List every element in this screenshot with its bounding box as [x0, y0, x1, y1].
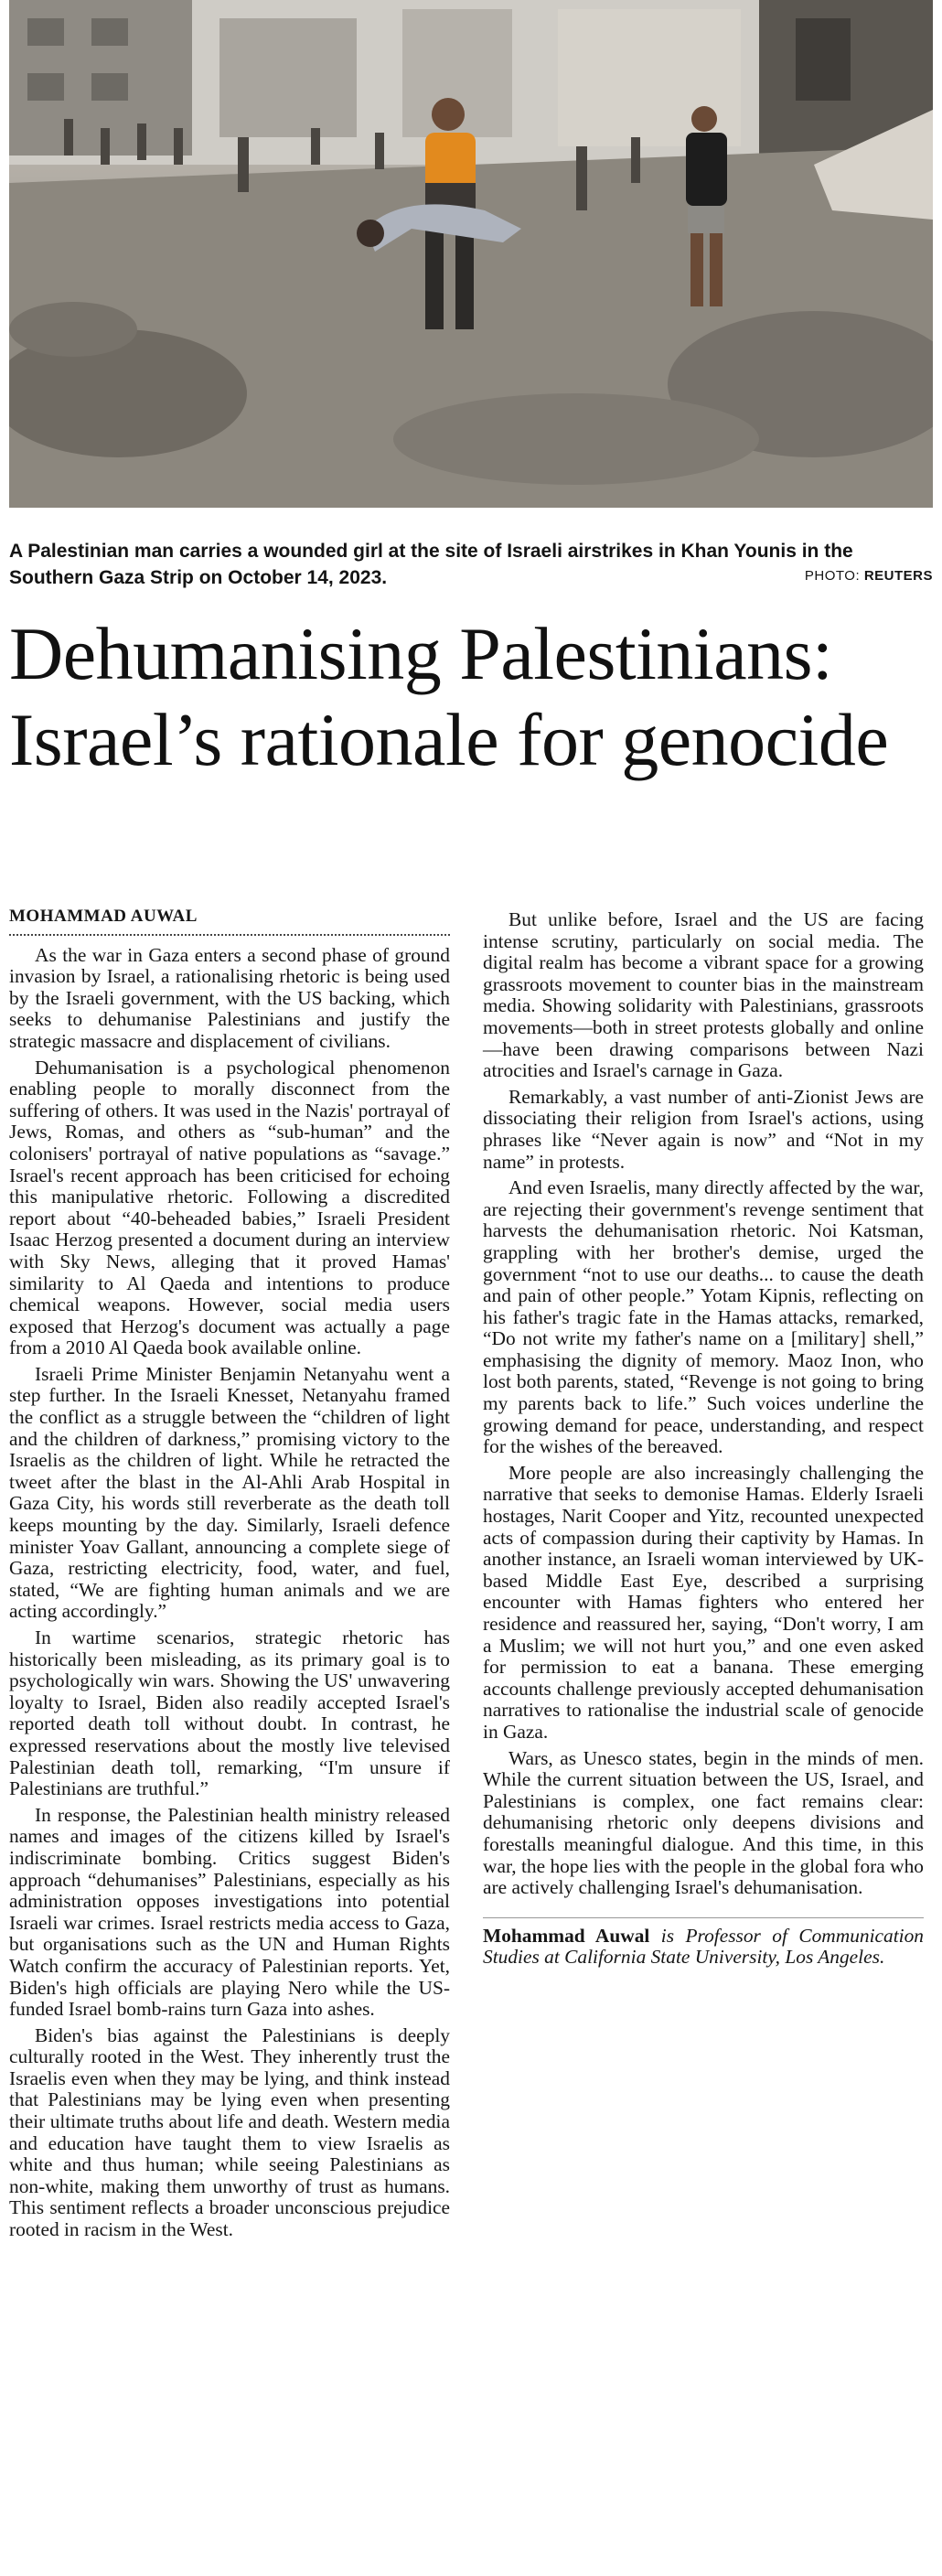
paragraph-10: More people are also increasingly challenging the narrative that seeks to demonise Hamas. Elderly Israeli hostages, Narit Cooper and Yitz, recounted unexpected acts of compassion during their captivity by Hamas. In another instance, an Israeli woman interviewed by UK-based Middle East Eye, described a surprising encounter with Hamas fighters who entered her residence and reassured her, saying, “Don't worry, I am a Muslim; we will not hurt you,” and one even asked for permission to eat a banana. These emerging accounts challenge previously accepted dehumanisation narratives to rationalise the industrial scale of genocide in Gaza. — [483, 1461, 924, 1743]
photo-caption — [9, 538, 933, 591]
article-column-left — [9, 906, 450, 2246]
paragraph-9: And even Israelis, many directly affected by the war, are rejecting their government's revenge sentiment that harvests the dehumanisation rhetoric. Noi Katsman, grappling with her brother's demise, urged the government “not to use our deaths... to cause the death and pain of other people.” Yotam Kipnis, reflecting on his father's tragic fate in the Hamas attacks, remarked, “Do not write my father's name on a [military] shell,” emphasising the dignity of memory. Maoz Inon, who lost both parents, stated, “Revenge is not going to bring my parents back to life.” Such voices underline the growing demand for peace, understanding, and respect for the wishes of the bereaved. — [483, 1176, 924, 1458]
byline: MOHAMMAD AUWAL — [9, 906, 450, 936]
news-photo — [9, 0, 933, 508]
paragraph-11: Wars, as Unesco states, begin in the minds of men. While the current situation between the US, Israel, and Palestinians is complex, one fact remains clear: dehumanising rhetoric only deepens divisions and forestalls meaningful dialogue. And this time, in this war, the hope lies with the people in the global fora who are actively challenging Israel's dehumanisation. — [483, 1746, 924, 1899]
article-column-right — [483, 909, 924, 1973]
paragraph-4: In wartime scenarios, strategic rhetoric has historically been misleading, as its primary goal is to psychologically win wars. Showing the US' unwavering loyalty to Israel, Biden also readily accepted Israel's reported death toll without doubt. In contrast, he expressed reservations about the mostly live televised Palestinian death toll, remarking, “I'm unsure if Palestinians are truthful.” — [9, 1626, 450, 1800]
author-bio — [483, 1917, 924, 1969]
credit-label: PHOTO: — [804, 568, 861, 584]
photo-illustration — [9, 0, 933, 508]
credit-source: REUTERS — [863, 568, 933, 584]
paragraph-3: Israeli Prime Minister Benjamin Netanyahu went a step further. In the Israeli Knesset, Netanyahu framed the conflict as a struggle between the “children of light and the children of darkness,” promising victory to the Israelis as the children of light. While he retracted the tweet after the blast in the Al-Ahli Arab Hospital in Gaza City, his words still reverberate as the death toll keeps mounting by the day. Similarly, Israeli defence minister Yoav Gallant, announcing a complete siege of Gaza, restricting electricity, food, water, and fuel, stated, “We are fighting human animals and we are acting accordingly.” — [9, 1362, 450, 1623]
paragraph-2: Dehumanisation is a psychological phenomenon enabling people to morally disconnect from the suffering of others. It was used in the Nazis' portrayal of Jews, Romas, and others as “sub-human” and the colonisers' portrayal of native populations as “savage.” Israel's recent approach has been criticised for echoing this manipulative rhetoric. Following a discredited report about “40-beheaded babies,” Israeli President Isaac Herzog presented a document during an interview with Sky News, alleging that it proved Hamas' similarity to Al Qaeda and intentions to produce chemical weapons. However, social media users exposed that Herzog's document was actually a page from a 2010 Al Qaeda book available online. — [9, 1056, 450, 1359]
caption-text: A Palestinian man carries a wounded girl at the site of Israeli airstrikes in Khan Younis in the Southern Gaza Strip on October 14, 2023. — [9, 541, 853, 588]
headline: Dehumanising Palestinians: Israel’s rationale for genocide — [9, 612, 889, 781]
paragraph-8: Remarkably, a vast number of anti-Zionist Jews are dissociating their religion from Israel's actions, using phrases like “Never again is now” and “Not in my name” in protests. — [483, 1085, 924, 1173]
author-name: Mohammad Auwal — [483, 1924, 650, 1947]
photo-credit — [805, 563, 933, 589]
paragraph-6: Biden's bias against the Palestinians is deeply culturally rooted in the West. They inherently trust the Israelis even when they may be lying, and think instead that Palestinians may be lying even when presenting their ultimate truths about life and death. Western media and education have taught them to view Israelis as white and thus human; while seeing Palestinians as non-white, making them unworthy of trust as humans. This sentiment reflects a broader unconscious prejudice rooted in racism in the West. — [9, 2023, 450, 2241]
author-bio-text: is Professor of Communication Studies at California State University, Los Angeles. — [483, 1924, 924, 1969]
paragraph-7: But unlike before, Israel and the US are facing intense scrutiny, particularly on social media. The digital realm has become a vibrant space for a growing grassroots movement to counter bias in the mainstream media. Showing solidarity with Palestinians, grassroots movements—both in street protests globally and online—have been drawing comparisons between Nazi atrocities and Israel's carnage in Gaza. — [483, 908, 924, 1082]
paragraph-1: As the war in Gaza enters a second phase of ground invasion by Israel, a rationalising rhetoric is being used by the Israeli government, with the US backing, which seeks to dehumanise Palestinians and justify the strategic massacre and displacement of civilians. — [9, 943, 450, 1052]
paragraph-5: In response, the Palestinian health ministry released names and images of the citizens killed by Israel's indiscriminate bombing. Critics suggest Biden's approach “dehumanises” Palestinians, especially as his administration opposes investigations into potential Israeli war crimes. Israel restricts media access to Gaza, but organisations such as the UN and Human Rights Watch confirm the accuracy of Palestinian reports. Yet, Biden's high officials are playing Nero while the US-funded Israel bomb-rains turn Gaza into ashes. — [9, 1803, 450, 2021]
